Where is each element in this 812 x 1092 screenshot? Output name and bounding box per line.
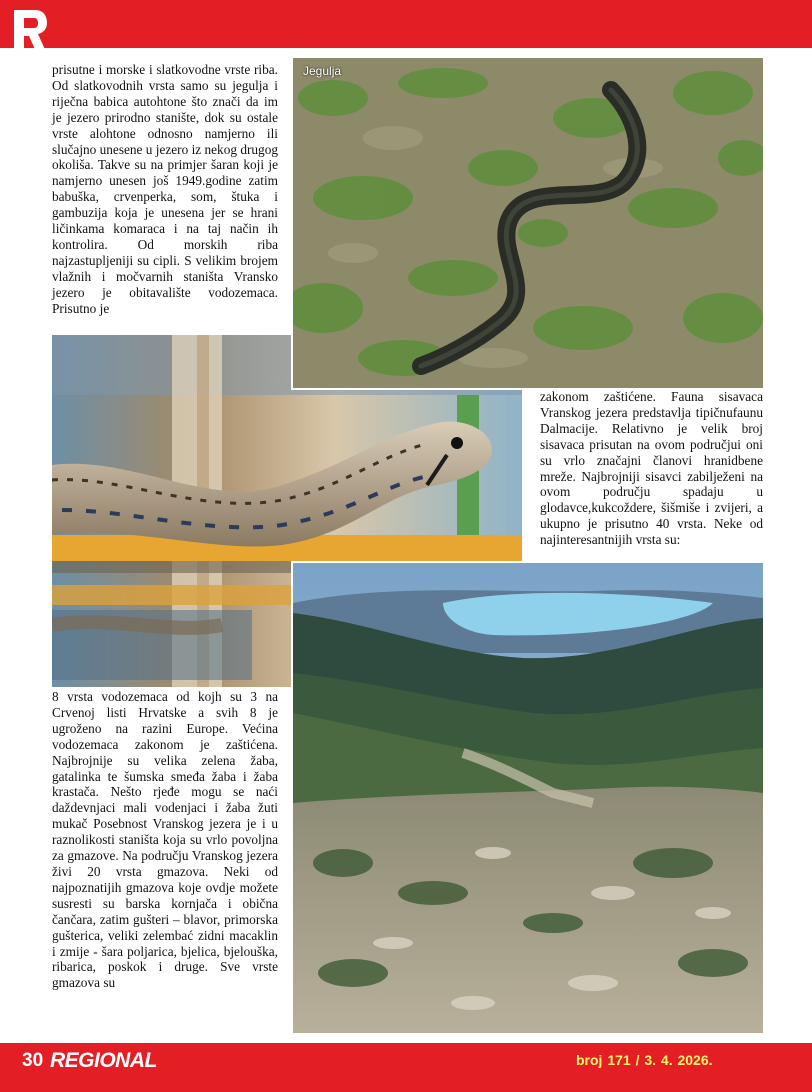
article-text-column-2-middle: zakonom zaštićene. Fauna sisavaca Vranskog jezera predstavlja tipičnufaunu Dalmacije. Relativno je velik broj sisavaca prisutan na ovom područjui oni su vrlo značajni članovi hranidbene mreže. Najbrojniji sisavci zabilježeni na ovom području spadaju u glodavce,kukcoždere, šišmiše i zvijeri, a ukupno je prisutno 40 vrsta. Neke od najinteresantnijih vrsta su: (540, 389, 763, 548)
regional-r-logo-icon (11, 8, 49, 58)
brand-logo-text: REGIONAL (50, 1049, 157, 1072)
page-number: 30 (22, 1050, 44, 1071)
eel-photo-caption: Jegulja (303, 64, 342, 78)
article-text-column-1-top: prisutne i morske i slatkovodne vrste riba. Od slatkovodnih vrsta samo su jegulja i riječna babica autohtone što znači da im je jezero prirodno stanište, dok su ostale vrste alohtone odnosno namjerno ili slučajno unesene u jezero iz nekog drugog okoliša. Takve su na primjer šaran koji je namjerno unesen još 1949.godine zatim babuška, crvenperka, som, štuka i gambuzija koja je unesena jer se hrani ličinkama komaraca i na taj način ih kontrolira. Od morskih riba najzastupljeniji su cipli. S velikim brojem vlažnih i močvarnih staništa Vransko jezero je obitavalište vodozemaca. Prisutno je (52, 62, 278, 316)
header-bar (0, 0, 812, 48)
lake-landscape-photo (293, 563, 763, 1033)
issue-info: broj 171 / 3. 4. 2026. (576, 1052, 713, 1068)
eel-photo (293, 58, 763, 388)
article-text-column-1-bottom: 8 vrsta vodozemaca od kojh su 3 na Crvenoj listi Hrvatske a svih 8 je ugroženo na razini Europe. Većina vodozemaca zakonom je zaštićena. Najbrojnije su velika zelena žaba, gatalinka te šumska smeđa žaba i žaba krastača. Nešto rjeđe mogu se naći daždevnjaci mali vodenjaci i žaba žuti mukač Posebnost Vranskog jezera je i u raznolikosti staništa koja su vrlo povoljna za gmazove. Na području Vranskog jezera živi 20 vrsta gmazova. Neki od najpoznatijih gmazova koje ovdje možete susresti su barska kornjača i obična čančara, zatim gušteri – blavor, primorska gušterica, veliki zelembać zidni macaklin i zmije - šara poljarica, bjelica, bjelouška, ribarica, poskok i druge. Sve vrste gmazova su (52, 689, 278, 991)
